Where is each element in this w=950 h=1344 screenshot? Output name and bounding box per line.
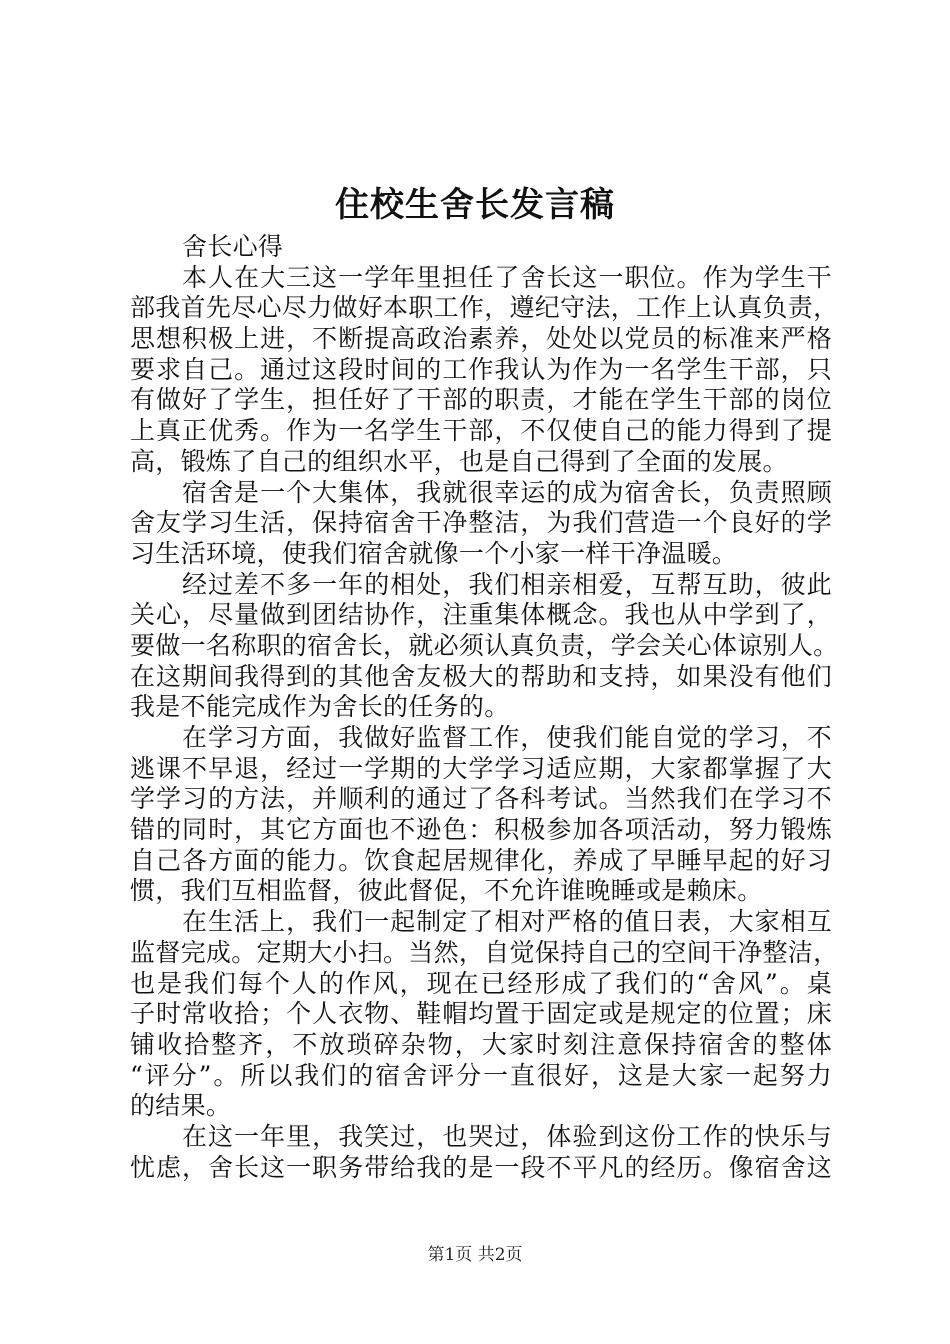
text-line: 逃课不早退，经过一学期的大学学习适应期，大家都掌握了大 <box>130 753 832 783</box>
text-line: 习生活环境，使我们宿舍就像一个小家一样干净温暖。 <box>130 538 738 568</box>
text-line: 部我首先尽心尽力做好本职工作，遵纪守法，工作上认真负责， <box>130 293 839 323</box>
text-line: 上真正优秀。作为一名学生干部，不仅使自己的能力得到了提 <box>130 416 832 446</box>
document-title: 住校生舍长发言稿 <box>335 185 615 225</box>
text-line: 铺收拾整齐，不放琐碎杂物，大家时刻注意保持宿舍的整体 <box>130 1029 832 1059</box>
text-line: 有做好了学生，担任好了干部的职责，才能在学生干部的岗位 <box>130 385 832 415</box>
text-line: 关心，尽量做到团结协作，注重集体概念。我也从中学到了， <box>130 600 832 630</box>
text-line: 我是不能完成作为舍长的任务的。 <box>130 692 510 722</box>
text-line: 学学习的方法，并顺利的通过了各科考试。当然我们在学习不 <box>130 784 832 814</box>
document-body <box>130 232 839 1183</box>
text-line: 自己各方面的能力。饮食起居规律化，养成了早睡早起的好习 <box>130 845 832 875</box>
text-line: 要做一名称职的宿舍长，就必须认真负责，学会关心体谅别人。 <box>130 630 839 660</box>
text-line: 宿舍是一个大集体，我就很幸运的成为宿舍长，负责照顾 <box>182 477 832 507</box>
text-line: 在这一年里，我笑过，也哭过，体验到这份工作的快乐与 <box>182 1121 832 1151</box>
text-line: 忧虑，舍长这一职务带给我的是一段不平凡的经历。像宿舍这 <box>130 1152 832 1182</box>
text-line: 本人在大三这一学年里担任了舍长这一职位。作为学生干 <box>182 262 832 292</box>
text-line: “评分”。所以我们的宿舍评分一直很好，这是大家一起努力 <box>130 1060 832 1090</box>
text-line: 在学习方面，我做好监督工作，使我们能自觉的学习，不 <box>182 723 832 752</box>
text-line: 在生活上，我们一起制定了相对严格的值日表，大家相互 <box>182 907 832 937</box>
text-line: 的结果。 <box>130 1091 232 1121</box>
text-line: 惯，我们互相监督，彼此督促，不允许谁晚睡或是赖床。 <box>130 876 763 906</box>
text-line: 经过差不多一年的相处，我们相亲相爱，互帮互助，彼此 <box>182 569 832 599</box>
text-line: 思想积极上进，不断提高政治素养，处处以党员的标准来严格 <box>130 324 832 354</box>
text-line: 高，锻炼了自己的组织水平，也是自己得到了全面的发展。 <box>130 446 788 476</box>
text-line: 错的同时，其它方面也不逊色：积极参加各项活动，努力锻炼 <box>130 815 832 845</box>
text-line: 监督完成。定期大小扫。当然，自觉保持自己的空间干净整洁， <box>130 937 839 967</box>
text-line: 也是我们每个人的作风，现在已经形成了我们的“舍风”。桌 <box>130 968 832 998</box>
text-line: 舍长心得 <box>182 232 284 261</box>
page-footer: 第1页 共2页 <box>427 1245 523 1265</box>
text-line: 舍友学习生活，保持宿舍干净整洁，为我们营造一个良好的学 <box>130 508 832 538</box>
text-line: 子时常收拾；个人衣物、鞋帽均置于固定或是规定的位置；床 <box>130 999 832 1029</box>
text-line: 在这期间我得到的其他舍友极大的帮助和支持，如果没有他们 <box>130 661 832 691</box>
text-line: 要求自己。通过这段时间的工作我认为作为一名学生干部，只 <box>130 354 832 384</box>
